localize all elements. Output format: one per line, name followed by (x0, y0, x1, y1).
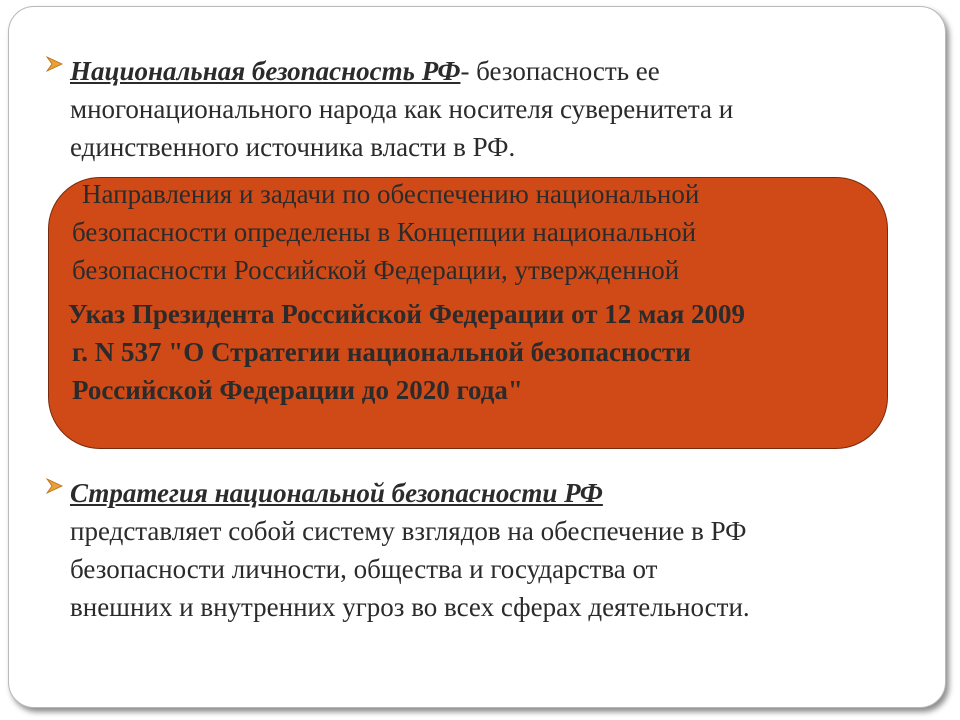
paragraph-security-strategy (44, 474, 894, 626)
decree-line: Указ Президента Российской Федерации от 12 мая 2009 (68, 299, 746, 329)
arrow-right-icon (44, 53, 66, 75)
arrow-right-icon (44, 475, 66, 497)
callout-line: Направления и задачи по обеспечению национальной (82, 179, 700, 209)
decree-reference (68, 295, 902, 409)
callout-line: безопасности определены в Концепции национальной (72, 217, 697, 247)
decree-line: г. N 537 "О Стратегии национальной безопасности (72, 337, 691, 367)
callout-line: безопасности Российской Федерации, утвержденной (72, 255, 680, 285)
callout-text (68, 175, 902, 409)
text-line: многонационального народа как носителя суверенитета и (70, 94, 734, 124)
paragraph-text (70, 474, 894, 626)
decree-line: Российской Федерации до 2020 года" (72, 375, 523, 405)
text-line: единственного источника власти в РФ. (70, 132, 516, 162)
text-line: - безопасность ее (460, 56, 660, 86)
text-line: внешних и внутренних угроз во всех сферах деятельности. (70, 592, 750, 622)
term-national-security: Национальная безопасность РФ (70, 56, 461, 86)
paragraph-text (70, 52, 894, 166)
term-security-strategy: Стратегия национальной безопасности РФ (70, 478, 603, 508)
paragraph-national-security (44, 52, 894, 166)
text-line: представляет собой систему взглядов на обеспечение в РФ (70, 516, 747, 546)
text-line: безопасности личности, общества и государства от (70, 554, 658, 584)
